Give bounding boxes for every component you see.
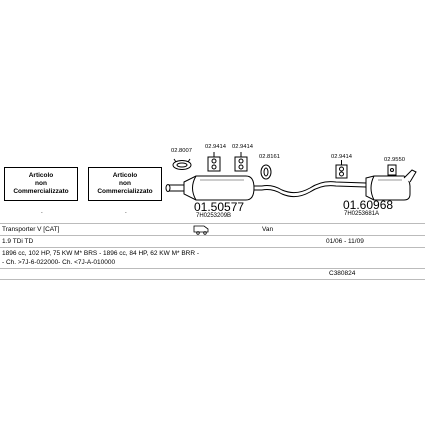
not-sold-line: non	[35, 180, 47, 187]
not-sold-footnote: .	[41, 208, 43, 215]
divider	[0, 223, 425, 224]
engine: 1.9 TDi TD	[2, 238, 34, 245]
rubber-hanger-icon	[235, 152, 247, 171]
chassis-range: - Ch. >7J-6-022000- Ch. <7J-A-010000	[2, 259, 116, 266]
body-type: Van	[262, 226, 274, 233]
muffler-1-code: 01.50577	[194, 200, 245, 214]
front-pipe-stub	[166, 185, 184, 192]
part-code: 02.8161	[259, 154, 280, 160]
muffler-2-code: 01.60968	[343, 198, 394, 212]
kit-code: C380824	[329, 270, 356, 277]
part-code: 02.9414	[232, 144, 253, 150]
van-icon	[194, 226, 208, 234]
clamp-icon	[173, 159, 191, 170]
divider	[0, 247, 425, 248]
part-code: 02.9414	[331, 154, 352, 160]
muffler-1-oem: 7H0253209B	[196, 213, 232, 219]
divider	[0, 268, 425, 269]
not-sold-line: Articolo	[28, 172, 54, 179]
rubber-hanger-icon	[336, 160, 347, 178]
middle-muffler	[184, 176, 262, 200]
divider	[0, 235, 425, 236]
clamp-icon	[261, 165, 271, 179]
not-sold-line: Articolo	[112, 172, 138, 179]
not-sold-line: Commercializzato	[13, 188, 69, 195]
engine-specs: 1896 cc, 102 HP, 75 KW M* BRS - 1896 cc, 84 HP, 62 KW M* BRR -	[2, 250, 200, 257]
rubber-hanger-icon	[388, 165, 396, 175]
not-sold-line: non	[119, 180, 131, 187]
muffler-2-oem: 7H0253681A	[344, 211, 380, 217]
part-code: 02.9550	[384, 157, 405, 163]
not-sold-line: Commercializzato	[97, 188, 153, 195]
intermediate-pipe	[262, 182, 366, 197]
part-code: 02.8007	[171, 148, 192, 154]
model-years: 01/06 - 11/09	[326, 238, 364, 245]
not-sold-footnote: .	[125, 208, 127, 215]
rubber-hanger-icon	[208, 152, 220, 171]
vehicle-model: Transporter V [CAT]	[2, 226, 60, 233]
divider	[0, 279, 425, 280]
part-code: 02.9414	[205, 144, 226, 150]
